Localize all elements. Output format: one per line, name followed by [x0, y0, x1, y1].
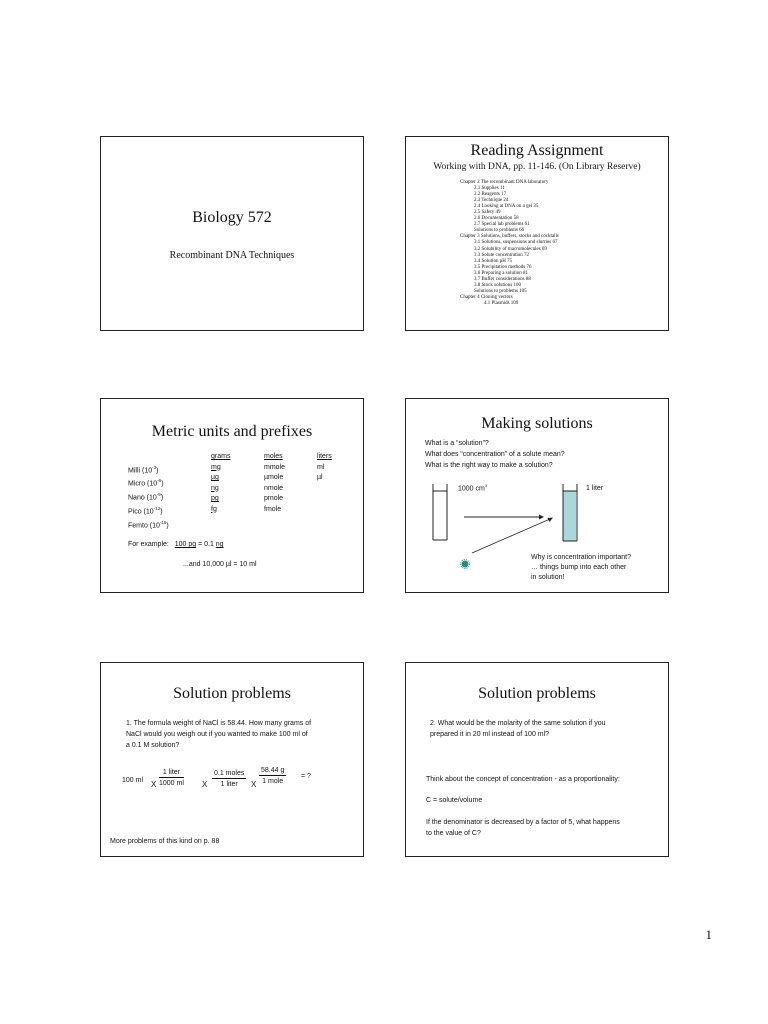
- prefix-exponent: -3: [152, 464, 157, 470]
- slide-title: [100, 136, 364, 331]
- prefix-row: Micro $(10^{-6})$: [128, 478, 164, 488]
- moles-cell: mmole: [264, 463, 286, 471]
- problem-2-line-2: prepared it in 20 ml instead of 100 ml?: [430, 731, 550, 738]
- slide-1-subtitle: Recombinant DNA Techniques: [169, 250, 295, 261]
- liters-cell: [317, 505, 332, 516]
- question-line-2: to the value of C?: [426, 830, 481, 837]
- reading-list-item: 3.3 Solute concentration 72: [474, 252, 529, 258]
- reading-list-item: 3.4 Solution pH 75: [474, 258, 513, 264]
- concentration-note: [531, 553, 631, 583]
- filled-tube-icon: [563, 484, 577, 541]
- question-2: What does “concentration” of a solute mean?: [425, 451, 565, 458]
- slide-6-title: Solution problems: [478, 685, 596, 702]
- tube-2-label: 1 liter: [586, 485, 604, 492]
- fraction-1: [159, 769, 184, 787]
- moles-cell: pmole: [264, 495, 284, 502]
- slide-solution-problems-2: [405, 662, 669, 857]
- grams-cell: ng: [211, 484, 219, 492]
- problem-1-line-1: 1. The formula weight of NaCl is 58.44. How many grams of: [126, 720, 312, 727]
- liters-cell: [317, 494, 332, 505]
- fraction-3: [259, 767, 286, 785]
- fraction-1-den: 1000 ml: [159, 780, 184, 787]
- reading-list-item: 2.7 Special lab problems 61: [474, 222, 530, 228]
- fraction-3-den: 1 mole: [262, 778, 284, 785]
- example-line: [128, 541, 224, 548]
- slide-2-subtitle: Working with DNA, pp. 11-146. (On Library Reserve): [433, 162, 641, 172]
- problem-2-line-1: 2. What would be the molarity of the same solution if you: [430, 720, 606, 727]
- reading-list-item: 2.3 Technique 24: [474, 198, 509, 204]
- reading-list-item: 3.6 Preparing a solution 81: [474, 270, 529, 276]
- reading-list-item: Chapter 4 Cloning vectors: [460, 294, 513, 300]
- reading-list-item: 2.5 Safety 49: [474, 210, 501, 216]
- prefix-column: [128, 452, 169, 532]
- example-eq: = 0.1: [196, 541, 216, 548]
- arrow-right-icon: [464, 515, 544, 520]
- slide-3-title: Metric units and prefixes: [151, 423, 313, 440]
- prefix-exponent: -15: [159, 519, 167, 525]
- think-note: Think about the concept of concentration - as a proportionality:: [426, 776, 620, 783]
- fraction-2-den: 1 liter: [220, 781, 238, 788]
- reading-list-item: 3.2 Solubility of macromolecules 69: [474, 246, 547, 252]
- reading-list-item: Chapter 3 Solutions, buffers, stocks and cocktails: [460, 234, 559, 240]
- reading-list-item: 3.1 Solutions, suspensions and slurries 67: [474, 240, 558, 246]
- fraction-2-num: 0.1 moles: [214, 770, 245, 777]
- moles-column: [264, 452, 285, 515]
- slide-solution-problems-1: [100, 662, 364, 857]
- liters-column: [317, 452, 332, 515]
- moles-cell: µmole: [264, 474, 284, 481]
- note-line-3: in solution!: [531, 574, 565, 581]
- prefix-label: Femto (10: [128, 522, 160, 530]
- grams-cell: µg: [211, 474, 219, 481]
- moles-cell: fmole: [264, 505, 282, 513]
- grams-column: [211, 452, 230, 515]
- note-line-1: Why is concentration important?: [531, 554, 631, 561]
- reading-list-item: 3.7 Buffer considerations 88: [474, 276, 531, 282]
- grams-cell: pg: [211, 495, 219, 502]
- formula: C = solute/volume: [426, 797, 483, 804]
- tube-1-label: 1000 $cm^3$: [458, 483, 488, 493]
- slide-1-title: Biology 572: [192, 209, 272, 226]
- particle-icon: [461, 560, 470, 569]
- problem-1-line-3: a 0.1 M solution?: [126, 742, 180, 749]
- reading-list-item: 2.4 Looking at DNA on a gel 35: [474, 204, 539, 210]
- reading-list-item: Chapter 2 The recombinant DNA laboratory: [460, 180, 549, 185]
- prefix-exponent: -12: [153, 505, 161, 511]
- moles-cell: nmole: [264, 484, 284, 492]
- reading-list-item: 2.1 Supplies 11: [474, 186, 505, 192]
- note-line-2: … things bump into each other: [531, 564, 627, 571]
- liters-cell: ml: [317, 463, 325, 471]
- prefix-row: Femto $(10^{-15})$: [128, 519, 169, 530]
- arrow-diagonal-icon: [472, 518, 553, 554]
- reading-list-item: Solutions to problems 105: [474, 288, 527, 294]
- fraction-2: [212, 770, 246, 788]
- times-1: X: [151, 780, 157, 789]
- times-3: X: [251, 780, 257, 789]
- fraction-1-num: 1 liter: [159, 769, 184, 778]
- reading-list-item: 2.6 Documentation 58: [474, 216, 519, 222]
- grams-cell: fg: [211, 505, 217, 513]
- fraction-3-num: 58.44 g: [261, 767, 285, 774]
- eq-start: 100 ml: [122, 777, 144, 784]
- prefix-exponent: -6: [157, 478, 162, 484]
- prefix-row: Milli $(10^{-3})$: [128, 464, 159, 474]
- example-lhs: 100 pg: [174, 541, 197, 548]
- liters-cell: [317, 484, 332, 495]
- slide-5-title: Solution problems: [173, 685, 291, 702]
- example-rhs: ng: [215, 541, 224, 548]
- more-problems-note: More problems of this kind on p. 88: [110, 838, 220, 845]
- reading-list-item: Solutions to problems 66: [474, 228, 525, 234]
- reading-list: [460, 180, 559, 307]
- problem-2: [430, 718, 605, 740]
- reading-list-item: 3.8 Stock solutions 100: [474, 282, 521, 288]
- grams-header: grams: [211, 453, 231, 460]
- liters-cell: µl: [317, 474, 323, 481]
- moles-header: moles: [264, 453, 283, 460]
- question-line-1: If the denominator is decreased by a factor of 5, what happens: [426, 819, 620, 826]
- slide-4-title: Making solutions: [481, 415, 593, 432]
- example-label: For example:: [128, 541, 169, 548]
- question-3: What is the right way to make a solution?: [425, 462, 553, 469]
- slide-metric-units: [100, 398, 364, 593]
- prefix-exponent: -9: [156, 492, 161, 498]
- example-2: ...and 10,000 µl = 10 ml: [183, 561, 257, 568]
- prefix-label: Milli (10: [128, 466, 153, 474]
- problem-1: [126, 718, 311, 751]
- reading-list-item: 3.5 Precipitation methods 76: [474, 264, 532, 270]
- grams-cell: mg: [211, 463, 221, 471]
- prefix-label: Micro (10: [128, 480, 158, 488]
- problem-1-line-2: NaCl would you weigh out if you wanted to make 100 ml of: [126, 731, 308, 738]
- prefix-row: Pico $(10^{-12})$: [128, 505, 163, 516]
- prefix-label: Pico (10: [128, 508, 154, 516]
- question-1: What is a “solution”?: [425, 440, 489, 447]
- slide-reading-assignment: [405, 136, 669, 331]
- question-block: [426, 817, 620, 839]
- reading-list-item: 2.2 Reagents 17: [474, 192, 507, 198]
- eq-end: = ?: [301, 773, 311, 780]
- slide-making-solutions: [405, 398, 669, 593]
- prefix-label: Nano (10: [128, 494, 157, 502]
- empty-tube-icon: [433, 484, 447, 540]
- liters-header: liters: [317, 453, 332, 460]
- page-number: 1: [705, 927, 712, 942]
- reading-list-item: 4.1 Plasmids 109: [484, 300, 519, 306]
- slide-2-title: Reading Assignment: [470, 142, 604, 159]
- times-2: X: [202, 780, 208, 789]
- prefix-row: Nano $(10^{-9})$: [128, 492, 164, 502]
